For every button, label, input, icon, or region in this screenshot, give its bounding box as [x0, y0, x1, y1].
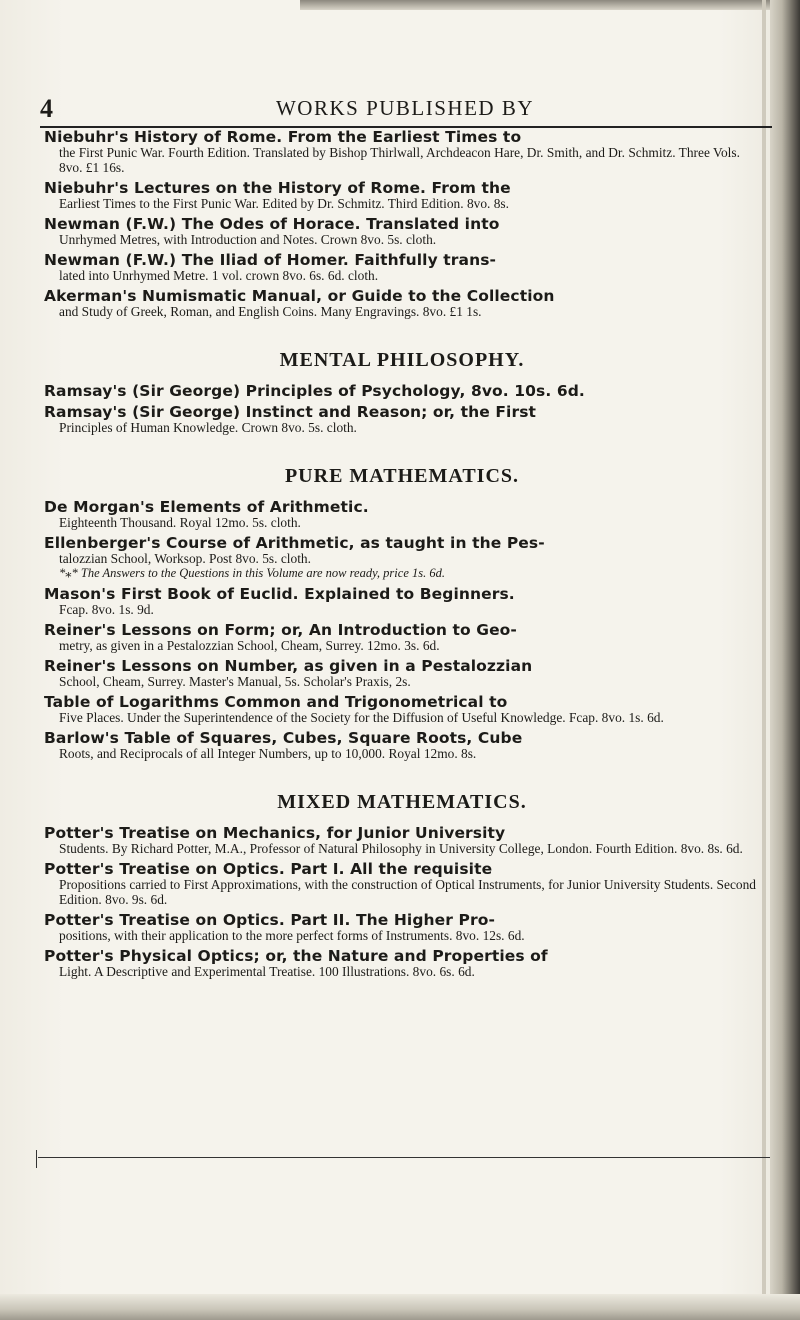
catalog-entry — [44, 913, 760, 943]
section-heading-mental-philosophy: MENTAL PHILOSOPHY. — [279, 349, 525, 371]
page-content — [44, 130, 760, 979]
catalog-entry — [44, 130, 760, 175]
entry-title: Akerman's Numismatic Manual, or Guide to the Collection — [44, 287, 555, 305]
section-heading-pure-mathematics: PURE MATHEMATICS. — [284, 465, 520, 487]
catalog-entry — [44, 949, 760, 979]
entry-description: positions, with their application to the more perfect forms of Instruments. 8vo. 12s. 6d. — [59, 928, 525, 943]
catalog-entry — [44, 695, 760, 725]
catalog-entry — [44, 587, 760, 617]
entry-title: Ramsay's (Sir George) Principles of Psychology, 8vo. 10s. 6d. — [44, 382, 585, 400]
entry-note: *⁎* The Answers to the Questions in this Volume are now ready, price 1s. 6d. — [59, 566, 445, 580]
catalog-entry — [44, 217, 760, 247]
catalog-entry — [44, 826, 760, 856]
entry-title: Ellenberger's Course of Arithmetic, as taught in the Pes- — [44, 534, 545, 552]
entry-title: Potter's Physical Optics; or, the Nature and Properties of — [44, 947, 548, 965]
entry-description: Propositions carried to First Approximations, with the construction of Optical Instruments, for Junior University Students. Second Edition. 8vo. 9s. 6d. — [59, 877, 756, 907]
entry-description: Eighteenth Thousand. Royal 12mo. 5s. cloth. — [59, 515, 301, 530]
catalog-entry — [44, 289, 760, 319]
page-header — [40, 92, 770, 126]
catalog-entry — [44, 623, 760, 653]
entry-title: Niebuhr's Lectures on the History of Rome. From the — [44, 179, 511, 197]
entry-title: Potter's Treatise on Optics. Part II. The Higher Pro- — [44, 911, 496, 929]
entry-title: Mason's First Book of Euclid. Explained to Beginners. — [44, 585, 515, 603]
catalog-entry — [44, 405, 760, 435]
entry-description: Roots, and Reciprocals of all Integer Numbers, up to 10,000. Royal 12mo. 8s. — [59, 746, 477, 761]
entry-title: Ramsay's (Sir George) Instinct and Reason; or, the First — [44, 403, 537, 421]
entry-title: Reiner's Lessons on Number, as given in a Pestalozzian — [44, 657, 533, 675]
catalog-entry — [44, 731, 760, 761]
entry-description: the First Punic War. Fourth Edition. Translated by Bishop Thirlwall, Archdeacon Hare, Dr. Smith, and Dr. Schmitz. Three Vols. 8vo. £1 16s. — [59, 145, 740, 175]
entry-description: School, Cheam, Surrey. Master's Manual, 5s. Scholar's Praxis, 2s. — [59, 674, 411, 689]
entry-title: Niebuhr's History of Rome. From the Earliest Times to — [44, 128, 522, 146]
catalog-entry — [44, 500, 760, 530]
page-number: 4 — [40, 94, 53, 123]
entry-title: Newman (F.W.) The Odes of Horace. Translated into — [44, 215, 500, 233]
entry-title: Potter's Treatise on Mechanics, for Junior University — [44, 824, 506, 842]
catalog-entry — [44, 181, 760, 211]
entry-description: Light. A Descriptive and Experimental Treatise. 100 Illustrations. 8vo. 6s. 6d. — [59, 964, 475, 979]
entry-title: Table of Logarithms Common and Trigonometrical to — [44, 693, 508, 711]
entry-description: Earliest Times to the First Punic War. Edited by Dr. Schmitz. Third Edition. 8vo. 8s. — [59, 196, 509, 211]
entry-description: Principles of Human Knowledge. Crown 8vo. 5s. cloth. — [59, 420, 357, 435]
catalog-entry — [44, 384, 760, 399]
entry-title: Potter's Treatise on Optics. Part I. All the requisite — [44, 860, 493, 878]
entry-description: Fcap. 8vo. 1s. 9d. — [59, 602, 154, 617]
entry-description: metry, as given in a Pestalozzian School, Cheam, Surrey. 12mo. 3s. 6d. — [59, 638, 440, 653]
entry-title: Reiner's Lessons on Form; or, An Introduction to Geo- — [44, 621, 517, 639]
entry-description: Unrhymed Metres, with Introduction and Notes. Crown 8vo. 5s. cloth. — [59, 232, 437, 247]
catalog-entry — [44, 659, 760, 689]
entry-description: Five Places. Under the Superintendence of the Society for the Diffusion of Useful Knowledge. Fcap. 8vo. 1s. 6d. — [59, 710, 664, 725]
section-heading-mixed-mathematics: MIXED MATHEMATICS. — [277, 791, 527, 813]
catalog-entry — [44, 862, 760, 907]
entry-description: and Study of Greek, Roman, and English Coins. Many Engravings. 8vo. £1 1s. — [59, 304, 482, 319]
entry-description: lated into Unrhymed Metre. 1 vol. crown 8vo. 6s. 6d. cloth. — [59, 268, 379, 283]
catalog-entry — [44, 253, 760, 283]
running-head: WORKS PUBLISHED BY — [275, 96, 535, 120]
page-top-shadow — [300, 0, 800, 10]
entry-title: Barlow's Table of Squares, Cubes, Square Roots, Cube — [44, 729, 523, 747]
footer-rule — [38, 1157, 770, 1158]
entry-title: Newman (F.W.) The Iliad of Homer. Faithfully trans- — [44, 251, 497, 269]
page-binding-edge — [770, 0, 800, 1320]
page-edge-line — [762, 0, 766, 1320]
margin-mark — [36, 1150, 37, 1168]
page-bottom-shade — [0, 1294, 800, 1320]
entry-description: talozzian School, Worksop. Post 8vo. 5s. cloth. — [59, 551, 311, 566]
catalog-entry — [44, 536, 760, 581]
entry-description: Students. By Richard Potter, M.A., Professor of Natural Philosophy in University College, London. Fourth Edition. 8vo. 8s. 6d. — [59, 841, 743, 856]
entry-title: De Morgan's Elements of Arithmetic. — [44, 498, 369, 516]
